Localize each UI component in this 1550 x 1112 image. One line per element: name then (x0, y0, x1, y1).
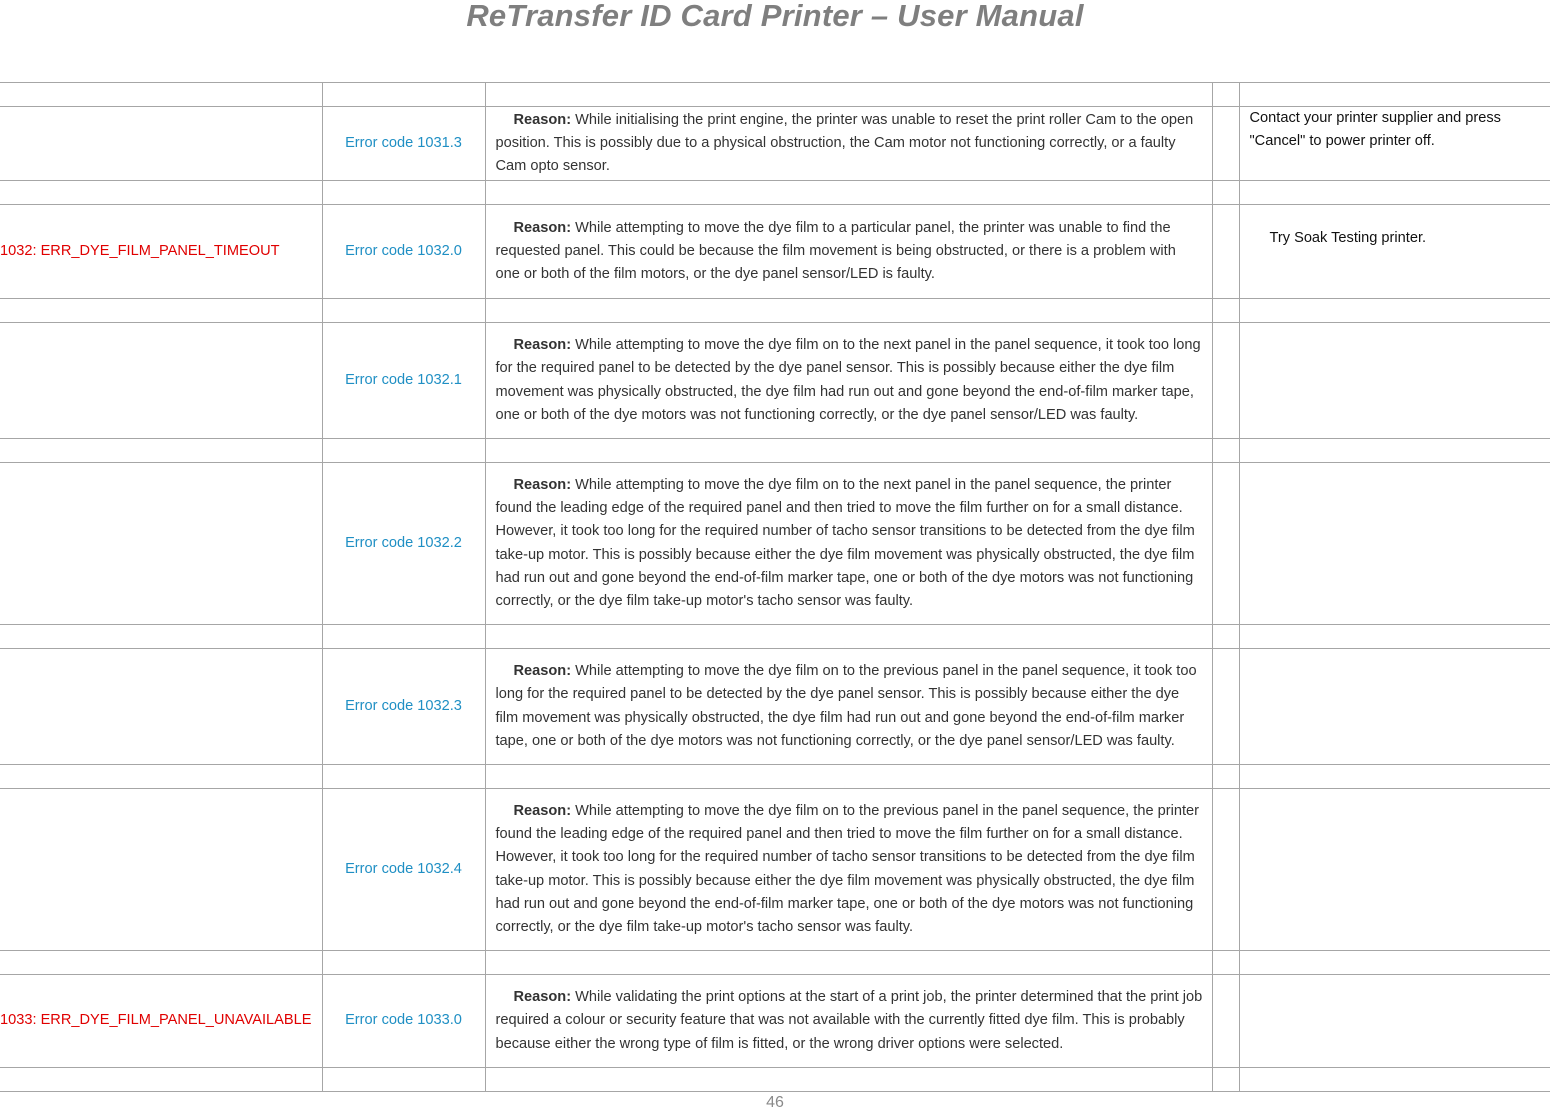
table-row (0, 649, 1550, 765)
recommended-action: Contact your printer supplier and press "Cancel" to power printer off. (1239, 107, 1550, 181)
error-reason (485, 463, 1212, 625)
empty-cell (1212, 205, 1239, 299)
empty-cell (1212, 649, 1239, 765)
error-name (0, 107, 322, 181)
reason-label: Reason: (513, 989, 572, 1006)
table-row (0, 323, 1550, 439)
spacer-row (0, 765, 1550, 789)
reason-text: While attempting to move the dye film to a particular panel, the printer was unable to find the requested panel. This could be because the film movement is being obstructed, or there is a problem with one or both of the film motors, or the dye panel sensor/LED is faulty. (495, 219, 1176, 283)
empty-cell (1212, 789, 1239, 951)
spacer-row (0, 299, 1550, 323)
error-code: Error code 1033.0 (322, 975, 485, 1068)
error-reason (485, 205, 1212, 299)
error-name (0, 789, 322, 951)
error-code: Error code 1032.2 (322, 463, 485, 625)
reason-text: While attempting to move the dye film on to the next panel in the panel sequence, the printer found the leading edge of the required panel and then tried to move the film further on for a small distance. However, it took too long for the required number of tacho sensor transitions to be detected from the dye film take-up motor. This is possibly because either the dye film movement was physically obstructed, the dye film had run out and gone beyond the end-of-film marker tape, one or both of the dye motors was not functioning correctly, or the dye film take-up motor's tacho sensor was faulty. (495, 476, 1195, 609)
recommended-action (1239, 975, 1550, 1068)
recommended-action (1239, 323, 1550, 439)
error-code: Error code 1032.0 (322, 205, 485, 299)
reason-text: While attempting to move the dye film on to the next panel in the panel sequence, it took too long for the required panel to be detected by the dye panel sensor. This is possibly because either the dye film movement was physically obstructed, the dye film had run out and gone beyond the end-of-film marker tape, one or both of the dye motors was not functioning correctly, or the dye panel sensor/LED was faulty. (495, 337, 1201, 423)
reason-text: While attempting to move the dye film on to the previous panel in the panel sequence, the printer found the leading edge of the required panel and then tried to move the film further on for a small distance. However, it took too long for the required number of tacho sensor transitions to be detected from the dye film take-up motor. This is possibly because either the dye film movement was physically obstructed, the dye film had run out and gone beyond the end-of-film marker tape, one or both of the dye motors was not functioning correctly, or the dye film take-up motor's tacho sensor was faulty. (495, 802, 1199, 935)
error-reason (485, 323, 1212, 439)
empty-cell (1212, 323, 1239, 439)
error-reason (485, 649, 1212, 765)
error-name (0, 649, 322, 765)
reason-label: Reason: (513, 476, 572, 493)
page-title: ReTransfer ID Card Printer – User Manual (466, 0, 1084, 33)
reason-label: Reason: (513, 337, 572, 354)
empty-cell (1212, 107, 1239, 181)
error-reason (485, 789, 1212, 951)
spacer-row (0, 951, 1550, 975)
spacer-row (0, 83, 1550, 107)
error-code-table (0, 82, 1550, 1092)
error-code: Error code 1032.4 (322, 789, 485, 951)
recommended-action (1239, 789, 1550, 951)
error-code: Error code 1031.3 (322, 107, 485, 181)
recommended-action (1239, 649, 1550, 765)
empty-cell (1212, 975, 1239, 1068)
reason-text: While initialising the print engine, the printer was unable to reset the print roller Cam to the open position. This is possibly due to a physical obstruction, the Cam motor not functioning correctly, or a faulty Cam opto sensor. (495, 111, 1194, 175)
reason-label: Reason: (513, 802, 572, 819)
table-row (0, 205, 1550, 299)
table-row (0, 789, 1550, 951)
page-number: 46 (766, 1094, 784, 1111)
error-name (0, 463, 322, 625)
error-code: Error code 1032.1 (322, 323, 485, 439)
table-row (0, 463, 1550, 625)
table-row (0, 107, 1550, 181)
spacer-row (0, 181, 1550, 205)
reason-text: While attempting to move the dye film on to the previous panel in the panel sequence, it took too long for the required panel to be detected by the dye panel sensor. This is possibly because either the dye film movement was physically obstructed, the dye film had run out and gone beyond the end-of-film marker tape, one or both of the dye motors was not functioning correctly, or the dye panel sensor/LED was faulty. (495, 663, 1197, 749)
spacer-row (0, 625, 1550, 649)
empty-cell (1212, 463, 1239, 625)
recommended-action: Try Soak Testing printer. (1239, 205, 1550, 299)
reason-label: Reason: (513, 111, 572, 128)
reason-text: While validating the print options at the start of a print job, the printer determined that the print job required a colour or security feature that was not available with the currently fitted dye film. This is probably because either the wrong type of film is fitted, or the wrong driver options were selected. (495, 989, 1203, 1052)
spacer-row (0, 1068, 1550, 1092)
error-reason (485, 975, 1212, 1068)
reason-label: Reason: (513, 663, 572, 680)
reason-label: Reason: (513, 219, 572, 236)
recommended-action (1239, 463, 1550, 625)
error-name: 1032: ERR_DYE_FILM_PANEL_TIMEOUT (0, 205, 322, 299)
table-row (0, 975, 1550, 1068)
spacer-row (0, 439, 1550, 463)
error-code: Error code 1032.3 (322, 649, 485, 765)
error-reason (485, 107, 1212, 181)
error-name (0, 323, 322, 439)
error-name: 1033: ERR_DYE_FILM_PANEL_UNAVAILABLE (0, 975, 322, 1068)
